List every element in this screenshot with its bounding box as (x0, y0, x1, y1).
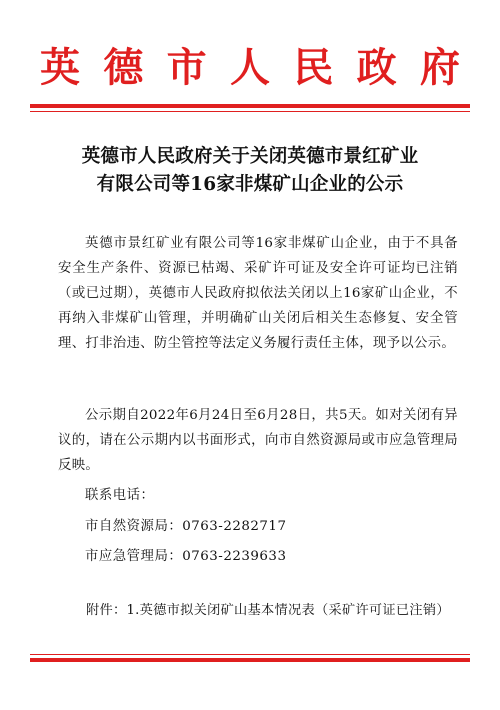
masthead-rule-thick (30, 104, 470, 108)
title-line-1: 英德市人民政府关于关闭英德市景红矿业 (81, 146, 419, 167)
body-paragraph-2: 公示期自2022年6月24日至6月28日，共5天。如对关闭有异议的，请在公示期内以书面形式，向市自然资源局或市应急管理局反映。 (58, 408, 458, 473)
masthead (40, 38, 460, 98)
document-title (40, 143, 460, 199)
body-paragraph-1: 英德市景红矿业有限公司等16家非煤矿山企业，由于不具备安全生产条件、资源已枯竭、采矿许可证及安全许可证均已注销（或已过期），英德市人民政府拟依法关闭以上16家矿山企业，不再纳入非煤矿山管理，并明确矿山关闭后相关生态修复、安全管理、打非治违、防尘管控等法定义务履行责任主体，现予以公示。 (58, 236, 458, 351)
masthead-char: 府 (419, 44, 460, 91)
masthead-char: 民 (293, 44, 334, 91)
contact-natural-resources: 市自然资源局：0763-2282717 (85, 519, 287, 534)
contact-emergency-management: 市应急管理局：0763-2239633 (85, 549, 287, 564)
masthead-char: 英 (40, 44, 80, 91)
footer-rule-thin (30, 654, 470, 655)
attachment-line: 附件：1.英德市拟关闭矿山基本情况表（采矿许可证已注销） (86, 603, 450, 618)
masthead-rule-thin (30, 111, 470, 112)
masthead-char: 德 (103, 44, 144, 91)
footer-rule-thick (30, 658, 470, 662)
title-line-2: 有限公司等16家非煤矿山企业的公示 (96, 174, 404, 195)
masthead-char: 人 (229, 44, 270, 91)
contact-label: 联系电话： (85, 488, 155, 503)
masthead-char: 政 (356, 44, 397, 91)
masthead-char: 市 (166, 44, 207, 91)
